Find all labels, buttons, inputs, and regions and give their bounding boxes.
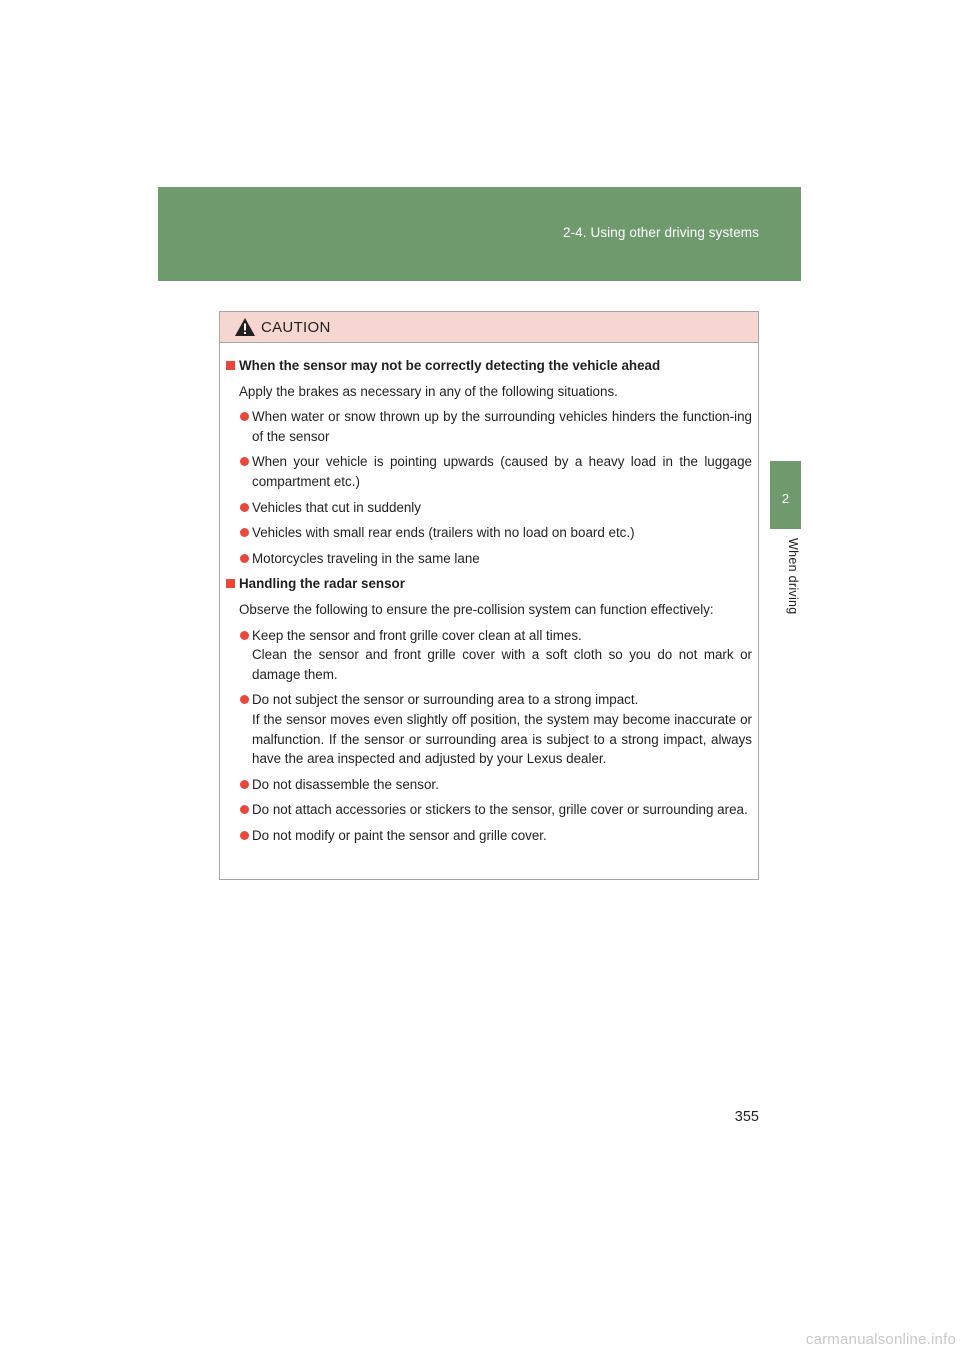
section-intro: Observe the following to ensure the pre-collision system can function effectively: xyxy=(239,601,714,617)
caution-section xyxy=(226,574,752,845)
list-item xyxy=(226,690,752,768)
chapter-number: 2 xyxy=(781,491,790,506)
bullet-dot-icon xyxy=(240,631,249,640)
list-item xyxy=(226,775,752,795)
bullet-dot-icon xyxy=(240,457,249,466)
list-item-text: Do not modify or paint the sensor and grille cover. xyxy=(252,827,547,843)
list-item-text: Do not subject the sensor or surrounding area to a strong impact. xyxy=(252,692,639,708)
page-number: 355 xyxy=(734,1109,759,1125)
bullet-dot-icon xyxy=(240,503,249,512)
list-item-detail: If the sensor moves even slightly off position, the system may become inaccurate or malfunction. If the sensor or surrounding area is subject to a strong impact, always have the area inspected and adjusted by your Lexus dealer. xyxy=(252,711,752,767)
list-item-text: Do not attach accessories or stickers to the sensor, grille cover or surrounding area. xyxy=(252,802,748,818)
bullet-dot-icon xyxy=(240,831,249,840)
section-header-band xyxy=(158,187,801,281)
square-bullet-icon xyxy=(226,579,235,588)
list-item xyxy=(226,826,752,846)
list-item xyxy=(226,498,752,518)
square-bullet-icon xyxy=(226,361,235,370)
bullet-dot-icon xyxy=(240,412,249,421)
list-item-text: Motorcycles traveling in the same lane xyxy=(252,550,480,566)
section-title-text: Handling the radar sensor xyxy=(239,576,405,592)
list-item-text: Keep the sensor and front grille cover clean at all times. xyxy=(252,627,582,643)
list-item-text: When water or snow thrown up by the surrounding vehicles hinders the function-ing of the sensor xyxy=(252,409,752,444)
bullet-dot-icon xyxy=(240,805,249,814)
chapter-tab xyxy=(770,461,801,529)
caution-header xyxy=(220,312,758,343)
list-item-text: Do not disassemble the sensor. xyxy=(252,776,439,792)
list-item xyxy=(226,407,752,446)
warning-triangle-icon xyxy=(234,317,256,337)
caution-body xyxy=(220,343,758,845)
list-item-text: Vehicles that cut in suddenly xyxy=(252,499,421,515)
caution-section-title xyxy=(226,574,752,594)
list-item-text: Vehicles with small rear ends (trailers with no load on board etc.) xyxy=(252,525,635,541)
section-title-text: When the sensor may not be correctly detecting the vehicle ahead xyxy=(239,358,661,373)
caution-title: CAUTION xyxy=(261,319,331,336)
section-title: 2-4. Using other driving systems xyxy=(562,225,759,240)
list-item xyxy=(226,523,752,543)
list-item xyxy=(226,549,752,569)
caution-box xyxy=(219,311,759,880)
bullet-dot-icon xyxy=(240,528,249,537)
bullet-dot-icon xyxy=(240,780,249,789)
list-item xyxy=(226,626,752,685)
list-item xyxy=(226,452,752,491)
caution-section xyxy=(226,356,752,568)
list-item-detail: Clean the sensor and front grille cover with a soft cloth so you do not mark or damage them. xyxy=(252,647,752,682)
list-item xyxy=(226,800,752,820)
bullet-dot-icon xyxy=(240,695,249,704)
caution-section-title xyxy=(226,356,752,376)
chapter-label: When driving xyxy=(786,538,800,615)
bullet-dot-icon xyxy=(240,554,249,563)
list-item-text: When your vehicle is pointing upwards (caused by a heavy load in the luggage compartment etc.) xyxy=(252,454,752,489)
section-intro: Apply the brakes as necessary in any of the following situations. xyxy=(239,383,618,399)
watermark-text: carmanualsonline.info xyxy=(805,1331,956,1348)
